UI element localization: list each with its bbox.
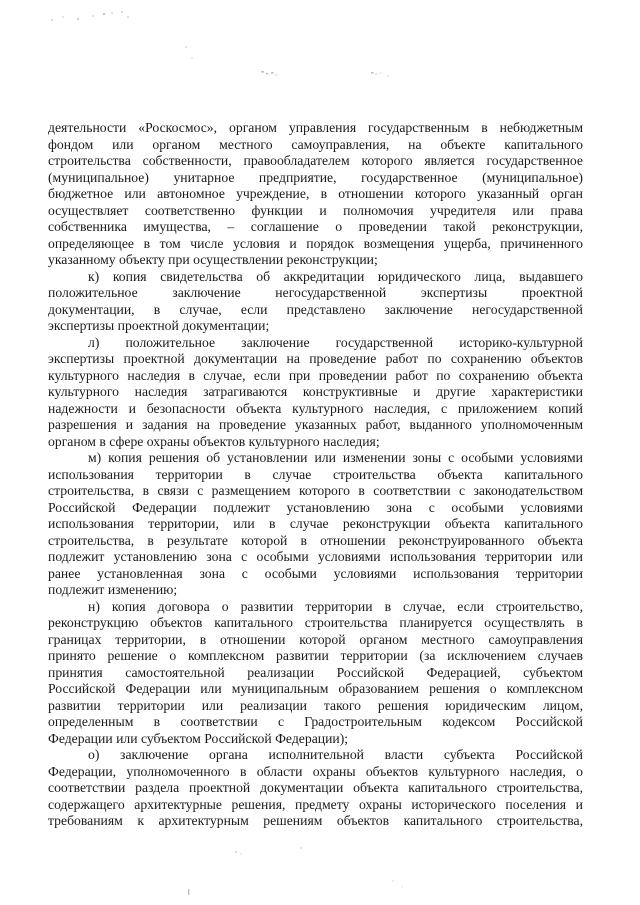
text-line: определенным в соответствии с Градостроительным кодексом Российской bbox=[48, 714, 583, 729]
text-line: фондом или органом местного самоуправления, на объекте капитального bbox=[48, 136, 583, 152]
text-line: принято решение о комплексном развитии территории (за исключением случаев bbox=[48, 648, 583, 663]
text-line: использования территории, или в случае реконструкции объекта капитального bbox=[48, 516, 583, 531]
text-line: разрешения и задания на проведение указанных работ, выданного уполномоченным bbox=[48, 417, 583, 432]
text-line: Федерации или субъектом Российской Федерации); bbox=[48, 730, 349, 746]
text-line: границах территории, в отношении которой органом местного самоуправления bbox=[48, 631, 583, 647]
text-line: соответствии раздела проектной документации объекта капитального строительства, bbox=[48, 780, 583, 795]
text-line: Российской Федерации подлежит установлению зона с особыми условиями bbox=[48, 499, 583, 515]
text-line: деятельности «Роскосмос», органом управления государственным в небюджетным bbox=[48, 120, 583, 135]
text-line: о) заключение органа исполнительной власти субъекта Российской bbox=[88, 747, 583, 762]
text-line: подлежит установлению зона с особыми условиями использования территории или bbox=[48, 549, 583, 564]
paragraph-l bbox=[48, 335, 583, 451]
text-line: бюджетное или автономное учреждение, в отношении которого указанный орган bbox=[48, 186, 583, 201]
text-line: Российской Федерации или муниципальным образованием решения о комплексном bbox=[48, 681, 583, 696]
paragraph-continuation bbox=[48, 120, 583, 269]
paragraph-k bbox=[48, 269, 583, 335]
text-line: использования территории в случае строительства объекта капитального bbox=[48, 466, 583, 482]
text-line: требованиям к архитектурным решениям объектов капитального строительства, bbox=[48, 813, 583, 828]
text-line: к) копия свидетельства об аккредитации юридического лица, выдавшего bbox=[88, 268, 583, 284]
text-line: реконструкцию объектов капитального строительства планируется осуществлять в bbox=[48, 615, 583, 630]
text-line: л) положительное заключение государственной историко-культурной bbox=[88, 334, 583, 350]
text-line: принятия самостоятельной реализации Российской Федерацией, субъектом bbox=[48, 664, 583, 680]
text-line: Федерации, уполномоченного в области охраны объектов культурного наследия, о bbox=[48, 763, 583, 779]
text-line: (муниципальное) унитарное предприятие, государственное (муниципальное) bbox=[48, 169, 583, 185]
text-line: документации, в случае, если представлено заключение негосударственной bbox=[48, 301, 583, 317]
text-line: экспертизы проектной документации на проведение работ по сохранению объектов bbox=[48, 351, 583, 366]
document-body bbox=[48, 120, 583, 830]
paragraph-n bbox=[48, 599, 583, 748]
text-line: органом в сфере охраны объектов культурного наследия; bbox=[48, 433, 380, 449]
text-line: положительное заключение негосударственной экспертизы проектной bbox=[48, 285, 583, 300]
text-line: развитии территории или реализации такого решения юридическим лицом, bbox=[48, 697, 583, 713]
text-line: определяющее в том числе условия и порядок возмещения ущерба, причиненного bbox=[48, 235, 583, 251]
text-line: строительства, в связи с размещением которого в соответствии с законодательством bbox=[48, 483, 583, 498]
text-line: культурного наследия затрагиваются конструктивные и другие характеристики bbox=[48, 384, 583, 399]
paragraph-o bbox=[48, 747, 583, 830]
text-line: указанному объекту при осуществлении реконструкции; bbox=[48, 252, 378, 267]
text-line: н) копия договора о развитии территории в случае, если строительство, bbox=[88, 598, 583, 614]
text-line: экспертизы проектной документации; bbox=[48, 318, 270, 333]
text-line: строительства собственности, правообладателем которого является государственное bbox=[48, 153, 583, 168]
text-line: ранее установленная зона с особыми условиями использования территории bbox=[48, 565, 583, 581]
text-line: подлежит изменению; bbox=[48, 582, 178, 597]
text-line: м) копия решения об установлении или изменении зоны с особыми условиями bbox=[88, 450, 583, 465]
text-line: культурного наследия в случае, если при проведении работ по сохранению объекта bbox=[48, 367, 583, 383]
text-line: надежности и безопасности объекта культурного наследия, с приложением копий bbox=[48, 400, 583, 416]
paragraph-m bbox=[48, 450, 583, 599]
text-line: строительства, в результате которой в отношении реконструированного объекта bbox=[48, 532, 583, 548]
text-line: собственника имущества, – соглашение о проведении такой реконструкции, bbox=[48, 219, 583, 234]
text-line: осуществляет соответственно функции и полномочия учредителя или права bbox=[48, 202, 583, 218]
text-line: содержащего архитектурные решения, предмету охраны исторического поселения и bbox=[48, 796, 583, 812]
